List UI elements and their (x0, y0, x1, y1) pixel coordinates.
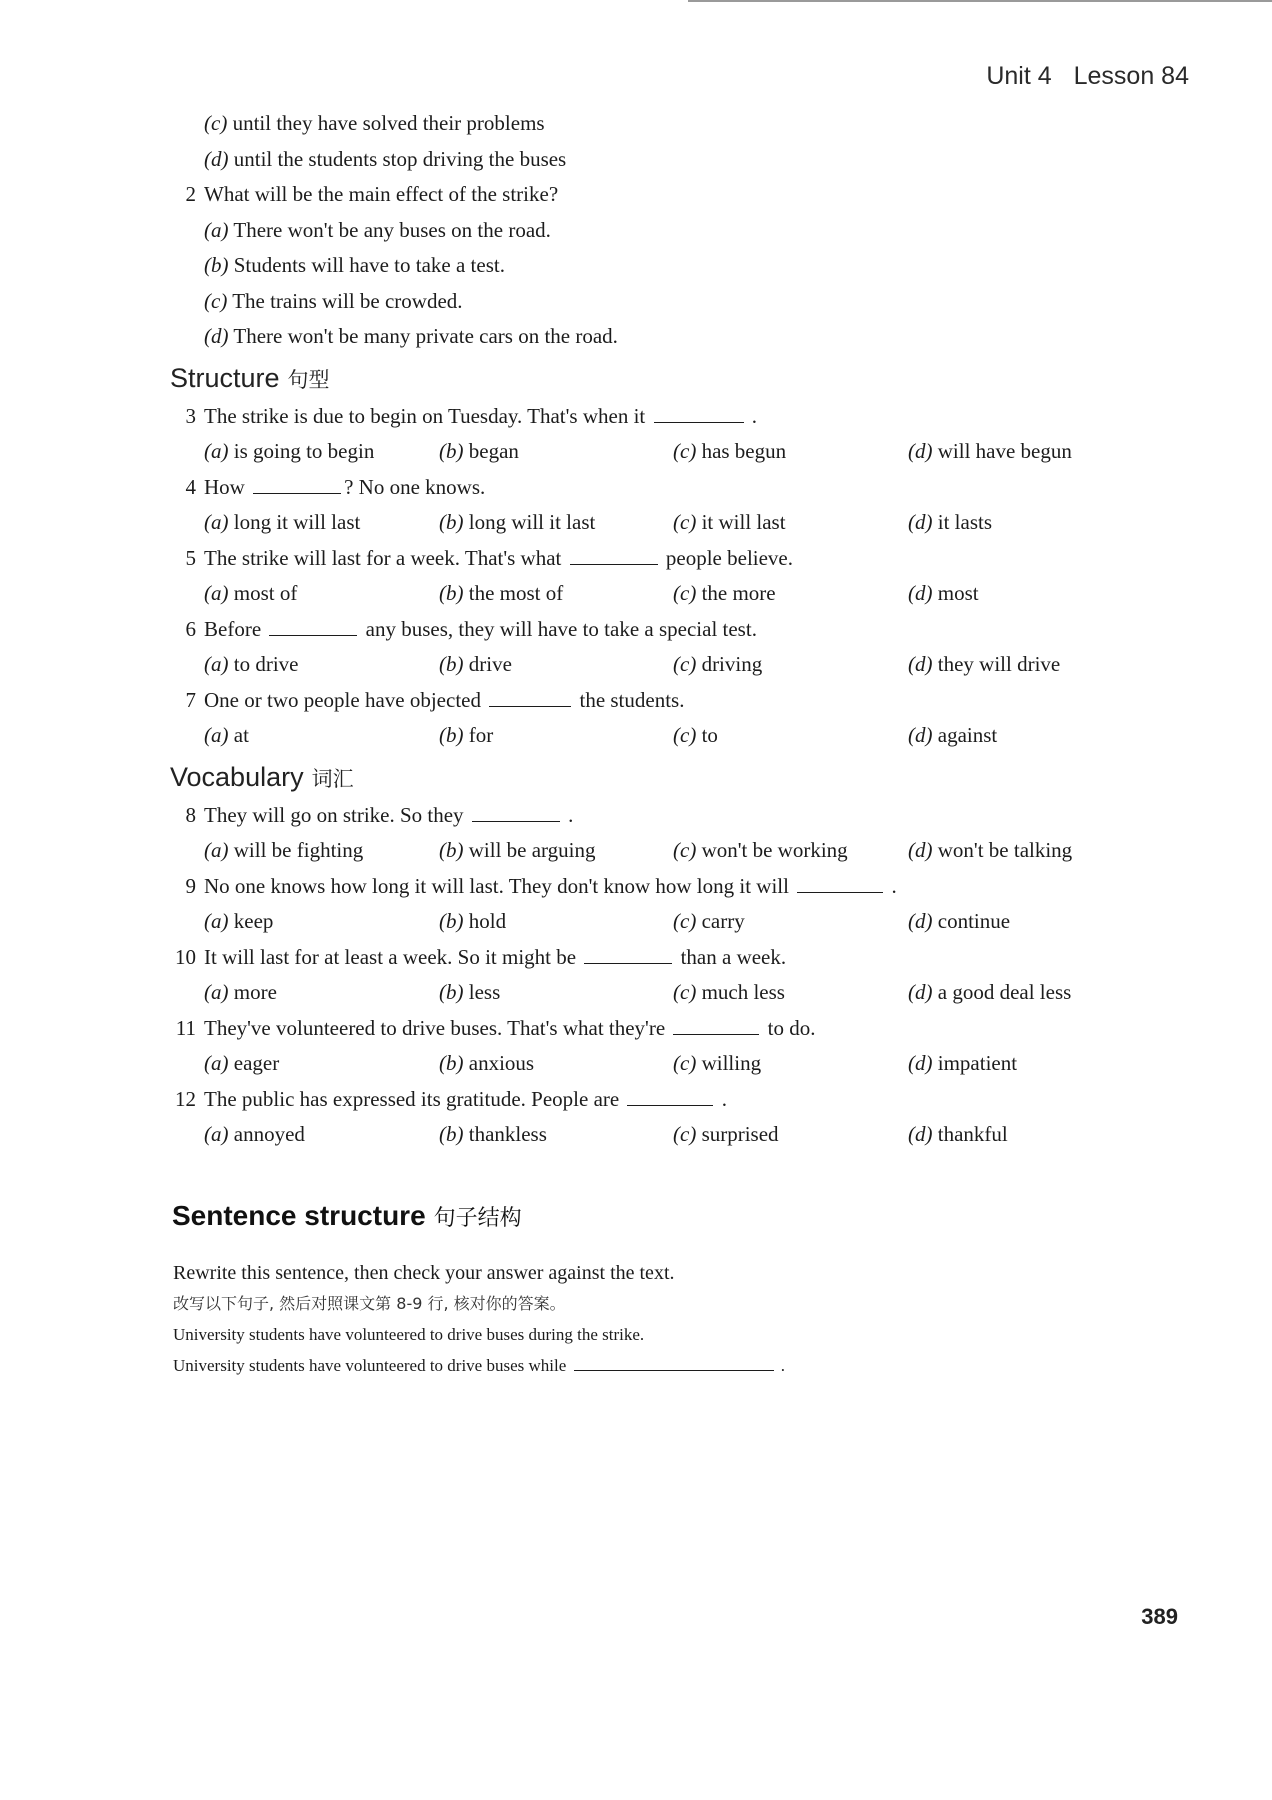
answer-blank (570, 546, 658, 565)
option: (b) the most of (439, 581, 564, 605)
option: (d) won't be talking (908, 838, 1073, 862)
option: (a) keep (204, 909, 274, 933)
question-6: 6 Before any buses, they will have to take a special test. (185, 616, 757, 641)
answer-blank (797, 874, 883, 893)
option: (c) won't be working (673, 838, 848, 862)
structure-heading: Structure 句型 (170, 362, 330, 393)
options-row (172, 505, 1112, 541)
question-5: 5 The strike will last for a week. That's what people believe. (185, 545, 793, 570)
options-row (172, 434, 1112, 470)
top-rule (688, 0, 1272, 2)
question-9: 9 No one knows how long it will last. They don't know how long it will . (185, 873, 897, 898)
question-4: 4 How ? No one knows. (185, 474, 486, 499)
answer-blank (654, 404, 744, 423)
exercise-content (172, 106, 1112, 1153)
option: (a) will be fighting (204, 838, 364, 862)
options-row (172, 904, 1112, 940)
unit-label: Unit 4 (986, 62, 1052, 90)
option: (a) is going to begin (204, 439, 375, 463)
option: (c) to (673, 723, 718, 747)
option: (d) continue (908, 909, 1011, 933)
option: (d) impatient (908, 1051, 1018, 1075)
running-head (986, 62, 1189, 91)
source-sentence: University students have volunteered to drive buses during the strike. (173, 1325, 645, 1344)
option: (a) eager (204, 1051, 280, 1075)
option: (b) thankless (439, 1122, 547, 1146)
option: (b) anxious (439, 1051, 535, 1075)
option: (b) for (439, 723, 494, 747)
options-row (172, 1046, 1112, 1082)
option: (b) Students will have to take a test. (204, 253, 505, 277)
option: (a) more (204, 980, 277, 1004)
option: (b) less (439, 980, 501, 1004)
option: (b) long will it last (439, 510, 596, 534)
option: (d) most (908, 581, 979, 605)
option: (a) annoyed (204, 1122, 305, 1146)
option: (c) The trains will be crowded. (204, 288, 463, 313)
sentence-structure-heading: Sentence structure 句子结构 (172, 1200, 522, 1231)
option: (b) drive (439, 652, 512, 676)
option: (d) thankful (908, 1122, 1008, 1146)
option: (a) to drive (204, 652, 299, 676)
page-number: 389 (1141, 1604, 1178, 1629)
option: (b) will be arguing (439, 838, 596, 862)
option: (c) the more (673, 581, 776, 605)
answer-blank (574, 1356, 774, 1371)
option: (d) it lasts (908, 510, 993, 534)
question-8: 8 They will go on strike. So they . (185, 802, 574, 827)
option: (a) at (204, 723, 249, 747)
option: (a) long it will last (204, 510, 361, 534)
question-3: 3 The strike is due to begin on Tuesday. That's when it . (185, 403, 757, 428)
answer-blank (489, 688, 571, 707)
option: (c) carry (673, 909, 745, 933)
option: (d) they will drive (908, 652, 1061, 676)
option: (a) most of (204, 581, 298, 605)
answer-blank (472, 803, 560, 822)
options-row (172, 833, 1112, 869)
answer-blank (584, 945, 672, 964)
option: (d) against (908, 723, 998, 747)
answer-blank (269, 617, 357, 636)
options-row (172, 576, 1112, 612)
option: (c) willing (673, 1051, 762, 1075)
answer-blank (253, 475, 341, 494)
option: (b) hold (439, 909, 507, 933)
options-row (172, 647, 1112, 683)
continued-option: (d) until the students stop driving the buses (204, 146, 567, 171)
continued-option: (c) until they have solved their problems (204, 111, 545, 135)
question-10: 10 It will last for at least a week. So it might be than a week. (175, 944, 787, 969)
option: (c) has begun (673, 439, 787, 463)
option: (c) driving (673, 652, 763, 676)
option: (d) a good deal less (908, 980, 1072, 1004)
rewrite-exercise (173, 1257, 1073, 1381)
question-2: 2 What will be the main effect of the strike? (185, 182, 559, 206)
lesson-label: Lesson 84 (1073, 62, 1189, 90)
vocabulary-heading: Vocabulary 词汇 (170, 761, 354, 792)
answer-blank (673, 1016, 759, 1035)
question-12: 12 The public has expressed its gratitude. People are . (175, 1086, 727, 1111)
option: (b) began (439, 439, 519, 463)
options-row (172, 975, 1112, 1011)
options-row (172, 1117, 1112, 1153)
instruction: Rewrite this sentence, then check your answer against the text. (173, 1262, 675, 1284)
option: (d) will have begun (908, 439, 1072, 463)
options-row (172, 718, 1112, 754)
option: (c) it will last (673, 510, 786, 534)
option: (a) There won't be any buses on the road. (204, 217, 551, 242)
option: (c) much less (673, 980, 785, 1004)
option: (c) surprised (673, 1122, 779, 1146)
option: (d) There won't be many private cars on the road. (204, 324, 618, 348)
instruction-zh: 改写以下句子, 然后对照课文第 8-9 行, 核对你的答案。 (173, 1294, 566, 1313)
rewrite-line: University students have volunteered to drive buses while . (173, 1356, 786, 1375)
answer-blank (627, 1087, 713, 1106)
question-7: 7 One or two people have objected the students. (185, 687, 685, 712)
question-11: 11 They've volunteered to drive buses. That's what they're to do. (175, 1015, 816, 1040)
